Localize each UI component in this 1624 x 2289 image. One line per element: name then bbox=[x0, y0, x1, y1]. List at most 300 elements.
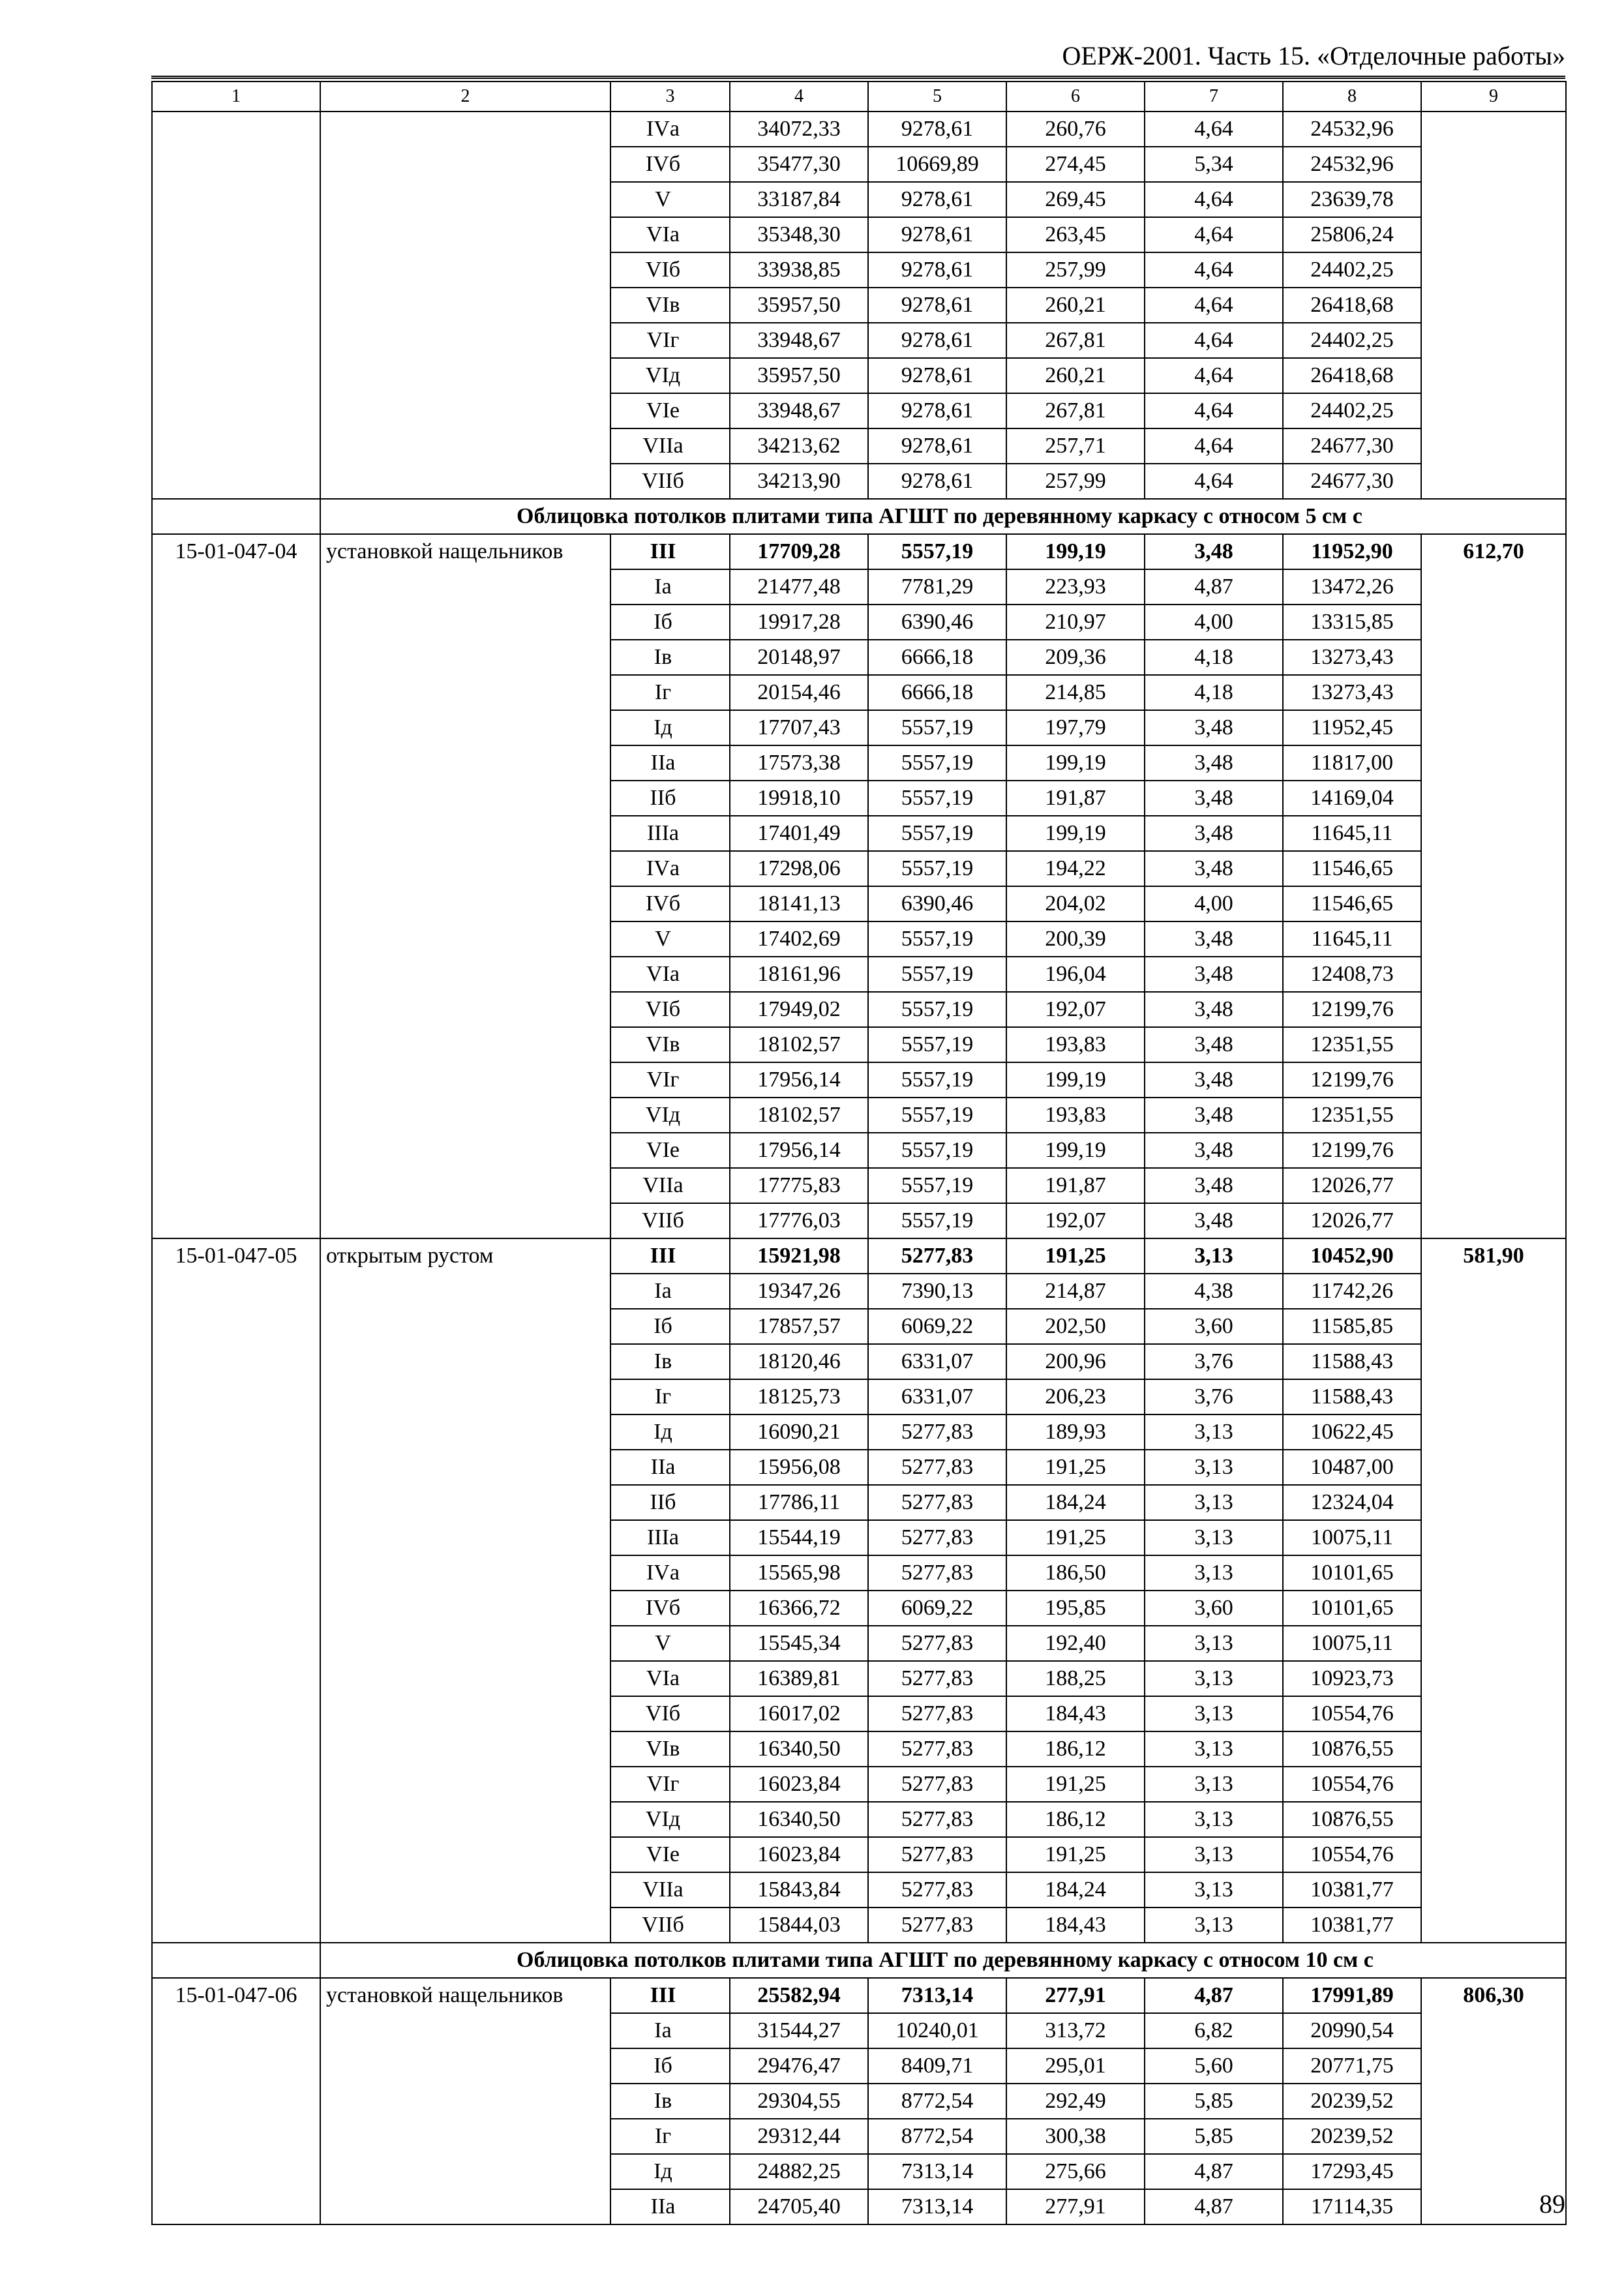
col8-cell: 10452,90 bbox=[1283, 1238, 1421, 1274]
col5-cell: 10669,89 bbox=[868, 147, 1006, 182]
document-title: ОЕРЖ-2001. Часть 15. «Отделочные работы» bbox=[1062, 41, 1565, 70]
col4-cell: 33948,67 bbox=[730, 323, 868, 358]
col4-cell: 20154,46 bbox=[730, 675, 868, 710]
idx-cell: VIIа bbox=[610, 1168, 730, 1203]
col6-cell: 214,85 bbox=[1006, 675, 1145, 710]
idx-cell: VIIб bbox=[610, 1203, 730, 1238]
col5-cell: 5277,83 bbox=[868, 1661, 1006, 1696]
col7-cell: 3,48 bbox=[1145, 921, 1283, 957]
col8-cell: 12026,77 bbox=[1283, 1203, 1421, 1238]
idx-cell: IIIа bbox=[610, 1520, 730, 1555]
col7-cell: 5,85 bbox=[1145, 2084, 1283, 2119]
idx-cell: Iг bbox=[610, 675, 730, 710]
col7-cell: 4,64 bbox=[1145, 252, 1283, 288]
idx-cell: V bbox=[610, 1626, 730, 1661]
col4-cell: 34213,62 bbox=[730, 428, 868, 464]
col7-cell: 4,64 bbox=[1145, 112, 1283, 147]
col8-cell: 17293,45 bbox=[1283, 2154, 1421, 2189]
col7-cell: 3,60 bbox=[1145, 1591, 1283, 1626]
idx-cell: Iб bbox=[610, 2048, 730, 2084]
col4-cell: 15545,34 bbox=[730, 1626, 868, 1661]
col5-cell: 5277,83 bbox=[868, 1414, 1006, 1450]
idx-cell: Iа bbox=[610, 1274, 730, 1309]
col8-cell: 11546,65 bbox=[1283, 886, 1421, 921]
col7-cell: 4,87 bbox=[1145, 2154, 1283, 2189]
col5-cell: 9278,61 bbox=[868, 217, 1006, 252]
column-number: 7 bbox=[1145, 82, 1283, 112]
col6-cell: 199,19 bbox=[1006, 816, 1145, 851]
col7-cell: 3,48 bbox=[1145, 851, 1283, 886]
idx-cell: VIIб bbox=[610, 464, 730, 499]
col7-cell: 3,76 bbox=[1145, 1344, 1283, 1379]
col7-cell: 5,34 bbox=[1145, 147, 1283, 182]
idx-cell: Iв bbox=[610, 2084, 730, 2119]
extra-cell: 806,30 bbox=[1421, 1978, 1566, 2224]
col8-cell: 20771,75 bbox=[1283, 2048, 1421, 2084]
col7-cell: 3,48 bbox=[1145, 816, 1283, 851]
col8-cell: 23639,78 bbox=[1283, 182, 1421, 217]
col5-cell: 7313,14 bbox=[868, 2189, 1006, 2224]
col6-cell: 191,87 bbox=[1006, 1168, 1145, 1203]
col5-cell: 9278,61 bbox=[868, 464, 1006, 499]
col4-cell: 19347,26 bbox=[730, 1274, 868, 1309]
col5-cell: 5557,19 bbox=[868, 1203, 1006, 1238]
col6-cell: 196,04 bbox=[1006, 957, 1145, 992]
col5-cell: 7313,14 bbox=[868, 2154, 1006, 2189]
col4-cell: 33187,84 bbox=[730, 182, 868, 217]
col4-cell: 17956,14 bbox=[730, 1133, 868, 1168]
idx-cell: Iб bbox=[610, 605, 730, 640]
price-table bbox=[151, 81, 1567, 2225]
col8-cell: 24677,30 bbox=[1283, 464, 1421, 499]
col6-cell: 184,43 bbox=[1006, 1908, 1145, 1943]
col7-cell: 3,13 bbox=[1145, 1837, 1283, 1872]
col6-cell: 257,99 bbox=[1006, 252, 1145, 288]
col6-cell: 300,38 bbox=[1006, 2119, 1145, 2154]
section-title: Облицовка потолков плитами типа АГШТ по деревянному каркасу с относом 5 см с bbox=[320, 499, 1566, 534]
table-row bbox=[152, 534, 1566, 569]
col7-cell: 4,00 bbox=[1145, 886, 1283, 921]
col4-cell: 15843,84 bbox=[730, 1872, 868, 1908]
col6-cell: 191,25 bbox=[1006, 1450, 1145, 1485]
col4-cell: 29476,47 bbox=[730, 2048, 868, 2084]
idx-cell: VIг bbox=[610, 1062, 730, 1098]
col6-cell: 199,19 bbox=[1006, 745, 1145, 781]
col4-cell: 18125,73 bbox=[730, 1379, 868, 1414]
idx-cell: IVа bbox=[610, 1555, 730, 1591]
col4-cell: 29304,55 bbox=[730, 2084, 868, 2119]
idx-cell: IIа bbox=[610, 745, 730, 781]
col4-cell: 18141,13 bbox=[730, 886, 868, 921]
col8-cell: 10923,73 bbox=[1283, 1661, 1421, 1696]
col5-cell: 5277,83 bbox=[868, 1837, 1006, 1872]
table-row bbox=[152, 1978, 1566, 2013]
col7-cell: 3,13 bbox=[1145, 1414, 1283, 1450]
col6-cell: 191,25 bbox=[1006, 1837, 1145, 1872]
col5-cell: 5277,83 bbox=[868, 1626, 1006, 1661]
col6-cell: 191,25 bbox=[1006, 1767, 1145, 1802]
col6-cell: 292,49 bbox=[1006, 2084, 1145, 2119]
col8-cell: 11546,65 bbox=[1283, 851, 1421, 886]
col8-cell: 26418,68 bbox=[1283, 358, 1421, 393]
col4-cell: 16366,72 bbox=[730, 1591, 868, 1626]
col6-cell: 267,81 bbox=[1006, 393, 1145, 428]
page-number: 89 bbox=[1539, 2189, 1565, 2219]
col7-cell: 3,48 bbox=[1145, 1062, 1283, 1098]
col4-cell: 16023,84 bbox=[730, 1767, 868, 1802]
col7-cell: 3,13 bbox=[1145, 1696, 1283, 1731]
col5-cell: 5277,83 bbox=[868, 1485, 1006, 1520]
col5-cell: 8772,54 bbox=[868, 2084, 1006, 2119]
idx-cell: IIб bbox=[610, 781, 730, 816]
idx-cell: Iд bbox=[610, 2154, 730, 2189]
col5-cell: 5557,19 bbox=[868, 851, 1006, 886]
col4-cell: 17775,83 bbox=[730, 1168, 868, 1203]
idx-cell: III bbox=[610, 1238, 730, 1274]
col8-cell: 24402,25 bbox=[1283, 393, 1421, 428]
col5-cell: 5557,19 bbox=[868, 781, 1006, 816]
col8-cell: 24532,96 bbox=[1283, 112, 1421, 147]
col5-cell: 6390,46 bbox=[868, 886, 1006, 921]
col6-cell: 189,93 bbox=[1006, 1414, 1145, 1450]
idx-cell: IVб bbox=[610, 886, 730, 921]
col7-cell: 5,60 bbox=[1145, 2048, 1283, 2084]
col8-cell: 12351,55 bbox=[1283, 1027, 1421, 1062]
col7-cell: 6,82 bbox=[1145, 2013, 1283, 2048]
col7-cell: 3,48 bbox=[1145, 1098, 1283, 1133]
col8-cell: 20239,52 bbox=[1283, 2084, 1421, 2119]
col6-cell: 186,50 bbox=[1006, 1555, 1145, 1591]
col5-cell: 5557,19 bbox=[868, 957, 1006, 992]
col5-cell: 9278,61 bbox=[868, 428, 1006, 464]
col4-cell: 35957,50 bbox=[730, 358, 868, 393]
idx-cell: VIIб bbox=[610, 1908, 730, 1943]
col6-cell: 313,72 bbox=[1006, 2013, 1145, 2048]
col5-cell: 5277,83 bbox=[868, 1908, 1006, 1943]
col4-cell: 35957,50 bbox=[730, 288, 868, 323]
col8-cell: 20990,54 bbox=[1283, 2013, 1421, 2048]
col6-cell: 191,25 bbox=[1006, 1238, 1145, 1274]
col8-cell: 13273,43 bbox=[1283, 675, 1421, 710]
col4-cell: 17401,49 bbox=[730, 816, 868, 851]
col4-cell: 18120,46 bbox=[730, 1344, 868, 1379]
col8-cell: 26418,68 bbox=[1283, 288, 1421, 323]
col5-cell: 9278,61 bbox=[868, 393, 1006, 428]
col7-cell: 4,64 bbox=[1145, 217, 1283, 252]
name-cell: открытым рустом bbox=[320, 1238, 610, 1943]
col6-cell: 277,91 bbox=[1006, 1978, 1145, 2013]
table-row bbox=[152, 112, 1566, 147]
col4-cell: 20148,97 bbox=[730, 640, 868, 675]
col6-cell: 223,93 bbox=[1006, 569, 1145, 605]
col8-cell: 11645,11 bbox=[1283, 921, 1421, 957]
col4-cell: 29312,44 bbox=[730, 2119, 868, 2154]
code-cell bbox=[152, 112, 320, 499]
col6-cell: 192,40 bbox=[1006, 1626, 1145, 1661]
idx-cell: VIIа bbox=[610, 1872, 730, 1908]
col6-cell: 277,91 bbox=[1006, 2189, 1145, 2224]
col5-cell: 5557,19 bbox=[868, 710, 1006, 745]
col6-cell: 202,50 bbox=[1006, 1309, 1145, 1344]
col7-cell: 4,64 bbox=[1145, 464, 1283, 499]
idx-cell: VIв bbox=[610, 1027, 730, 1062]
col7-cell: 3,13 bbox=[1145, 1485, 1283, 1520]
col7-cell: 3,48 bbox=[1145, 1133, 1283, 1168]
col5-cell: 5557,19 bbox=[868, 1168, 1006, 1203]
col6-cell: 192,07 bbox=[1006, 992, 1145, 1027]
col4-cell: 16389,81 bbox=[730, 1661, 868, 1696]
col5-cell: 9278,61 bbox=[868, 112, 1006, 147]
idx-cell: VIе bbox=[610, 393, 730, 428]
col7-cell: 3,48 bbox=[1145, 781, 1283, 816]
col4-cell: 17573,38 bbox=[730, 745, 868, 781]
col5-cell: 6390,46 bbox=[868, 605, 1006, 640]
idx-cell: III bbox=[610, 534, 730, 569]
column-number: 4 bbox=[730, 82, 868, 112]
col4-cell: 15844,03 bbox=[730, 1908, 868, 1943]
col4-cell: 17786,11 bbox=[730, 1485, 868, 1520]
col7-cell: 3,76 bbox=[1145, 1379, 1283, 1414]
col5-cell: 6331,07 bbox=[868, 1379, 1006, 1414]
col8-cell: 12408,73 bbox=[1283, 957, 1421, 992]
col6-cell: 263,45 bbox=[1006, 217, 1145, 252]
col6-cell: 191,87 bbox=[1006, 781, 1145, 816]
col5-cell: 9278,61 bbox=[868, 288, 1006, 323]
idx-cell: VIб bbox=[610, 252, 730, 288]
col5-cell: 9278,61 bbox=[868, 323, 1006, 358]
col7-cell: 3,48 bbox=[1145, 710, 1283, 745]
col7-cell: 4,64 bbox=[1145, 288, 1283, 323]
idx-cell: IIа bbox=[610, 2189, 730, 2224]
col5-cell: 5557,19 bbox=[868, 745, 1006, 781]
idx-cell: VIг bbox=[610, 323, 730, 358]
col7-cell: 3,13 bbox=[1145, 1767, 1283, 1802]
col8-cell: 12199,76 bbox=[1283, 1062, 1421, 1098]
col5-cell: 5557,19 bbox=[868, 921, 1006, 957]
col4-cell: 31544,27 bbox=[730, 2013, 868, 2048]
col5-cell: 7781,29 bbox=[868, 569, 1006, 605]
col8-cell: 13472,26 bbox=[1283, 569, 1421, 605]
col4-cell: 34213,90 bbox=[730, 464, 868, 499]
col4-cell: 19918,10 bbox=[730, 781, 868, 816]
col5-cell: 5277,83 bbox=[868, 1555, 1006, 1591]
col6-cell: 188,25 bbox=[1006, 1661, 1145, 1696]
col6-cell: 199,19 bbox=[1006, 1062, 1145, 1098]
col7-cell: 3,13 bbox=[1145, 1731, 1283, 1767]
col4-cell: 15565,98 bbox=[730, 1555, 868, 1591]
col5-cell: 5277,83 bbox=[868, 1802, 1006, 1837]
col5-cell: 6069,22 bbox=[868, 1309, 1006, 1344]
col7-cell: 3,13 bbox=[1145, 1555, 1283, 1591]
col5-cell: 5557,19 bbox=[868, 992, 1006, 1027]
col7-cell: 3,48 bbox=[1145, 992, 1283, 1027]
col6-cell: 184,43 bbox=[1006, 1696, 1145, 1731]
col5-cell: 9278,61 bbox=[868, 358, 1006, 393]
col8-cell: 17114,35 bbox=[1283, 2189, 1421, 2224]
idx-cell: IVб bbox=[610, 1591, 730, 1626]
col8-cell: 12199,76 bbox=[1283, 992, 1421, 1027]
idx-cell: VIIа bbox=[610, 428, 730, 464]
col5-cell: 5557,19 bbox=[868, 1027, 1006, 1062]
col6-cell: 269,45 bbox=[1006, 182, 1145, 217]
col7-cell: 3,48 bbox=[1145, 1203, 1283, 1238]
col7-cell: 5,85 bbox=[1145, 2119, 1283, 2154]
column-number: 2 bbox=[320, 82, 610, 112]
col6-cell: 209,36 bbox=[1006, 640, 1145, 675]
extra-cell: 612,70 bbox=[1421, 534, 1566, 1238]
col8-cell: 11952,45 bbox=[1283, 710, 1421, 745]
col8-cell: 10554,76 bbox=[1283, 1696, 1421, 1731]
col5-cell: 8772,54 bbox=[868, 2119, 1006, 2154]
section-title: Облицовка потолков плитами типа АГШТ по деревянному каркасу с относом 10 см с bbox=[320, 1943, 1566, 1978]
col8-cell: 10075,11 bbox=[1283, 1626, 1421, 1661]
col6-cell: 260,21 bbox=[1006, 288, 1145, 323]
col8-cell: 13315,85 bbox=[1283, 605, 1421, 640]
col8-cell: 12324,04 bbox=[1283, 1485, 1421, 1520]
col8-cell: 10101,65 bbox=[1283, 1555, 1421, 1591]
idx-cell: Iд bbox=[610, 710, 730, 745]
col5-cell: 5277,83 bbox=[868, 1696, 1006, 1731]
col6-cell: 193,83 bbox=[1006, 1098, 1145, 1133]
col7-cell: 4,64 bbox=[1145, 323, 1283, 358]
col5-cell: 6069,22 bbox=[868, 1591, 1006, 1626]
col8-cell: 17991,89 bbox=[1283, 1978, 1421, 2013]
col8-cell: 10554,76 bbox=[1283, 1767, 1421, 1802]
col4-cell: 16340,50 bbox=[730, 1731, 868, 1767]
col8-cell: 24402,25 bbox=[1283, 252, 1421, 288]
col5-cell: 9278,61 bbox=[868, 252, 1006, 288]
idx-cell: VIб bbox=[610, 1696, 730, 1731]
idx-cell: Iа bbox=[610, 2013, 730, 2048]
col5-cell: 6666,18 bbox=[868, 640, 1006, 675]
col4-cell: 17709,28 bbox=[730, 534, 868, 569]
col6-cell: 194,22 bbox=[1006, 851, 1145, 886]
section-title-row bbox=[152, 1943, 1566, 1978]
col5-cell: 8409,71 bbox=[868, 2048, 1006, 2084]
column-number: 6 bbox=[1006, 82, 1145, 112]
col5-cell: 5557,19 bbox=[868, 1062, 1006, 1098]
col4-cell: 21477,48 bbox=[730, 569, 868, 605]
col8-cell: 10622,45 bbox=[1283, 1414, 1421, 1450]
col4-cell: 19917,28 bbox=[730, 605, 868, 640]
col6-cell: 206,23 bbox=[1006, 1379, 1145, 1414]
idx-cell: VIд bbox=[610, 1098, 730, 1133]
col4-cell: 33938,85 bbox=[730, 252, 868, 288]
col8-cell: 10075,11 bbox=[1283, 1520, 1421, 1555]
col4-cell: 16023,84 bbox=[730, 1837, 868, 1872]
name-cell bbox=[320, 112, 610, 499]
col6-cell: 184,24 bbox=[1006, 1485, 1145, 1520]
col6-cell: 257,99 bbox=[1006, 464, 1145, 499]
col4-cell: 17949,02 bbox=[730, 992, 868, 1027]
col7-cell: 4,64 bbox=[1145, 182, 1283, 217]
idx-cell: VIг bbox=[610, 1767, 730, 1802]
col5-cell: 5277,83 bbox=[868, 1450, 1006, 1485]
col4-cell: 17857,57 bbox=[730, 1309, 868, 1344]
idx-cell: IIа bbox=[610, 1450, 730, 1485]
table-row bbox=[152, 1238, 1566, 1274]
col7-cell: 3,48 bbox=[1145, 534, 1283, 569]
col4-cell: 24882,25 bbox=[730, 2154, 868, 2189]
idx-cell: VIе bbox=[610, 1837, 730, 1872]
col4-cell: 16017,02 bbox=[730, 1696, 868, 1731]
col8-cell: 10876,55 bbox=[1283, 1802, 1421, 1837]
col4-cell: 34072,33 bbox=[730, 112, 868, 147]
col8-cell: 24402,25 bbox=[1283, 323, 1421, 358]
col7-cell: 4,38 bbox=[1145, 1274, 1283, 1309]
col5-cell: 5557,19 bbox=[868, 1133, 1006, 1168]
col5-cell: 5277,83 bbox=[868, 1731, 1006, 1767]
col8-cell: 10381,77 bbox=[1283, 1872, 1421, 1908]
col4-cell: 17298,06 bbox=[730, 851, 868, 886]
col8-cell: 14169,04 bbox=[1283, 781, 1421, 816]
col6-cell: 210,97 bbox=[1006, 605, 1145, 640]
column-number: 1 bbox=[152, 82, 320, 112]
col7-cell: 4,87 bbox=[1145, 569, 1283, 605]
running-header bbox=[151, 38, 1565, 79]
col4-cell: 17776,03 bbox=[730, 1203, 868, 1238]
col7-cell: 4,87 bbox=[1145, 1978, 1283, 2013]
col5-cell: 6666,18 bbox=[868, 675, 1006, 710]
col5-cell: 5557,19 bbox=[868, 534, 1006, 569]
col4-cell: 15956,08 bbox=[730, 1450, 868, 1485]
col8-cell: 24677,30 bbox=[1283, 428, 1421, 464]
idx-cell: Iа bbox=[610, 569, 730, 605]
col7-cell: 4,18 bbox=[1145, 675, 1283, 710]
col6-cell: 193,83 bbox=[1006, 1027, 1145, 1062]
idx-cell: IIб bbox=[610, 1485, 730, 1520]
idx-cell: Iд bbox=[610, 1414, 730, 1450]
code-cell: 15-01-047-06 bbox=[152, 1978, 320, 2224]
col5-cell: 7390,13 bbox=[868, 1274, 1006, 1309]
col4-cell: 24705,40 bbox=[730, 2189, 868, 2224]
col8-cell: 24532,96 bbox=[1283, 147, 1421, 182]
col7-cell: 3,48 bbox=[1145, 957, 1283, 992]
col5-cell: 5277,83 bbox=[868, 1872, 1006, 1908]
col8-cell: 12199,76 bbox=[1283, 1133, 1421, 1168]
col5-cell: 5557,19 bbox=[868, 816, 1006, 851]
col6-cell: 257,71 bbox=[1006, 428, 1145, 464]
col4-cell: 18161,96 bbox=[730, 957, 868, 992]
idx-cell: IVа bbox=[610, 112, 730, 147]
col5-cell: 5277,83 bbox=[868, 1767, 1006, 1802]
col7-cell: 3,48 bbox=[1145, 745, 1283, 781]
idx-cell: Iг bbox=[610, 2119, 730, 2154]
col8-cell: 10876,55 bbox=[1283, 1731, 1421, 1767]
idx-cell: VIе bbox=[610, 1133, 730, 1168]
col6-cell: 275,66 bbox=[1006, 2154, 1145, 2189]
col6-cell: 214,87 bbox=[1006, 1274, 1145, 1309]
col8-cell: 25806,24 bbox=[1283, 217, 1421, 252]
code-cell bbox=[152, 499, 320, 534]
col4-cell: 18102,57 bbox=[730, 1027, 868, 1062]
col8-cell: 10487,00 bbox=[1283, 1450, 1421, 1485]
col5-cell: 5277,83 bbox=[868, 1238, 1006, 1274]
col4-cell: 16090,21 bbox=[730, 1414, 868, 1450]
col6-cell: 184,24 bbox=[1006, 1872, 1145, 1908]
col4-cell: 16340,50 bbox=[730, 1802, 868, 1837]
col4-cell: 35348,30 bbox=[730, 217, 868, 252]
idx-cell: VIа bbox=[610, 217, 730, 252]
code-cell: 15-01-047-05 bbox=[152, 1238, 320, 1943]
col7-cell: 3,13 bbox=[1145, 1872, 1283, 1908]
col8-cell: 11585,85 bbox=[1283, 1309, 1421, 1344]
col8-cell: 11588,43 bbox=[1283, 1344, 1421, 1379]
idx-cell: VIа bbox=[610, 1661, 730, 1696]
col8-cell: 20239,52 bbox=[1283, 2119, 1421, 2154]
col8-cell: 12026,77 bbox=[1283, 1168, 1421, 1203]
col5-cell: 9278,61 bbox=[868, 182, 1006, 217]
